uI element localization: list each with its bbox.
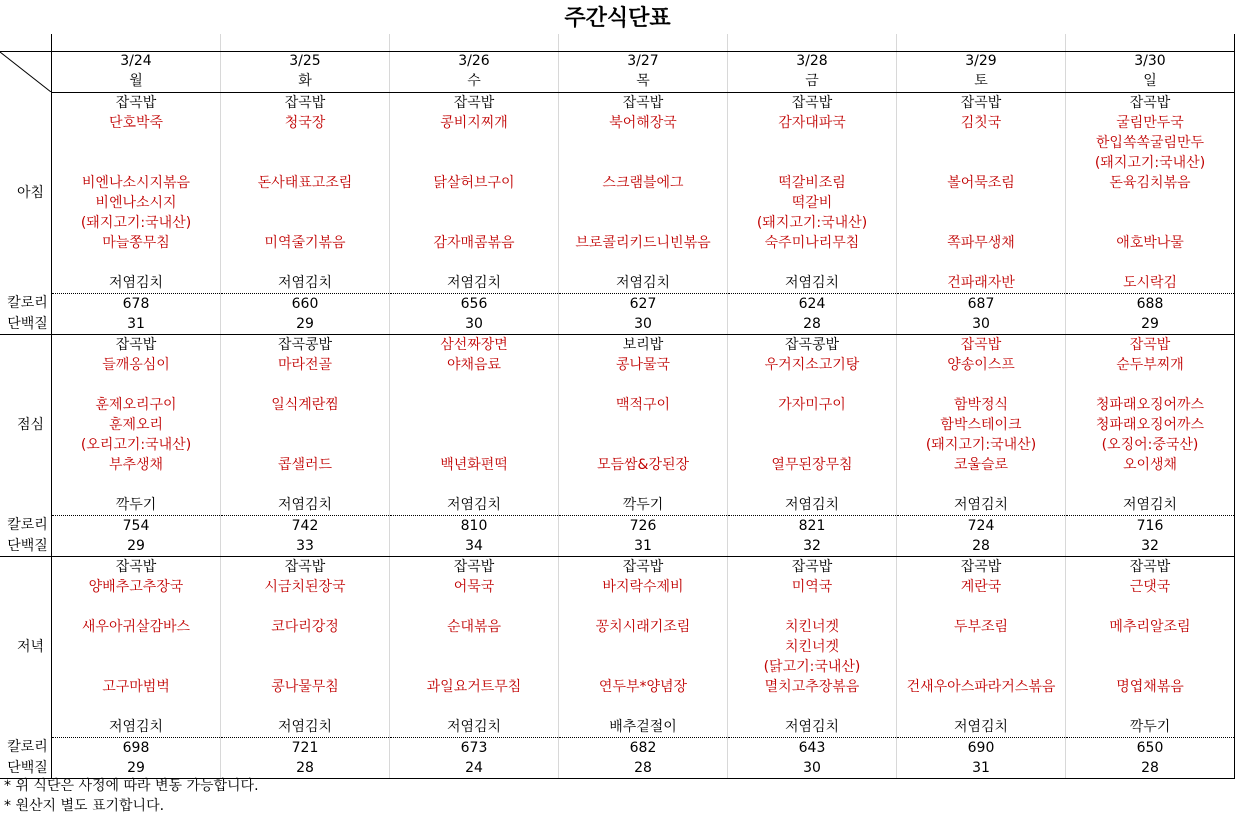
menu-item-cell: 열무된장무침	[728, 455, 897, 475]
date-header: 3/25	[221, 52, 390, 71]
menu-item-cell	[221, 597, 390, 617]
menu-item-cell	[221, 697, 390, 717]
menu-item-cell	[559, 213, 728, 233]
menu-item-cell: 잡곡밥	[897, 334, 1066, 355]
menu-item-cell: 잡곡밥	[728, 92, 897, 113]
calorie-value: 688	[1066, 293, 1235, 314]
menu-item-cell	[559, 637, 728, 657]
menu-item-cell	[897, 133, 1066, 153]
calorie-label: 칼로리	[0, 737, 52, 758]
footnote-change: * 위 식단은 사정에 따라 변동 가능합니다.	[4, 778, 259, 794]
menu-item-cell: 훈제오리	[52, 415, 221, 435]
menu-item-cell: 일식계란찜	[221, 395, 390, 415]
menu-item-cell	[559, 597, 728, 617]
menu-item-cell: 청파래오징어까스	[1066, 395, 1235, 415]
date-header: 3/24	[52, 52, 221, 71]
menu-item-cell	[897, 637, 1066, 657]
protein-value: 28	[559, 758, 728, 779]
menu-item-cell: 부추생채	[52, 455, 221, 475]
calorie-value: 682	[559, 737, 728, 758]
menu-item-cell	[559, 253, 728, 273]
menu-item-cell	[728, 475, 897, 495]
menu-item-cell	[728, 697, 897, 717]
calorie-value: 742	[221, 515, 390, 536]
menu-item-cell: 맥적구이	[559, 395, 728, 415]
menu-item-cell	[221, 637, 390, 657]
menu-item-cell	[1066, 657, 1235, 677]
date-header: 3/29	[897, 52, 1066, 71]
menu-item-cell: 순대볶음	[390, 617, 559, 637]
menu-item-cell: (돼지고기:국내산)	[728, 213, 897, 233]
menu-item-cell: 숙주미나리무침	[728, 233, 897, 253]
menu-item-cell: 오이생채	[1066, 455, 1235, 475]
protein-value: 28	[897, 536, 1066, 557]
menu-item-cell: 코울슬로	[897, 455, 1066, 475]
menu-item-cell	[221, 375, 390, 395]
menu-item-cell: 비엔나소시지볶음	[52, 173, 221, 193]
menu-item-cell: 바지락수제비	[559, 577, 728, 597]
menu-item-cell: 잡곡밥	[559, 92, 728, 113]
menu-item-cell: 감자대파국	[728, 113, 897, 133]
menu-item-cell: 치킨너겟	[728, 617, 897, 637]
menu-item-cell: 도시락김	[1066, 273, 1235, 294]
menu-item-cell	[897, 153, 1066, 173]
menu-item-cell	[390, 637, 559, 657]
menu-item-cell	[221, 213, 390, 233]
menu-item-cell: 청국장	[221, 113, 390, 133]
menu-item-cell	[897, 697, 1066, 717]
spacer-cell	[897, 34, 1066, 52]
menu-item-cell: 배추겉절이	[559, 717, 728, 738]
protein-value: 30	[390, 314, 559, 335]
protein-value: 28	[1066, 758, 1235, 779]
menu-item-cell: 모듬쌈&강된장	[559, 455, 728, 475]
menu-item-cell	[1066, 475, 1235, 495]
menu-item-cell: 우거지소고기탕	[728, 355, 897, 375]
calorie-value: 726	[559, 515, 728, 536]
menu-item-cell: 저염김치	[52, 273, 221, 294]
menu-item-cell: 저염김치	[390, 495, 559, 516]
menu-item-cell: (오리고기:국내산)	[52, 435, 221, 455]
calorie-value: 716	[1066, 515, 1235, 536]
menu-item-cell: 닭살허브구이	[390, 173, 559, 193]
menu-item-cell	[559, 435, 728, 455]
protein-value: 30	[728, 758, 897, 779]
menu-item-cell	[559, 697, 728, 717]
menu-item-cell: 잡곡밥	[728, 556, 897, 577]
menu-item-cell	[221, 193, 390, 213]
menu-item-cell: 저염김치	[897, 495, 1066, 516]
menu-item-cell	[52, 375, 221, 395]
protein-value: 30	[897, 314, 1066, 335]
menu-item-cell	[221, 435, 390, 455]
menu-item-cell	[390, 657, 559, 677]
protein-label: 단백질	[0, 314, 52, 335]
menu-item-cell	[52, 637, 221, 657]
calorie-value: 821	[728, 515, 897, 536]
menu-item-cell: 단호박죽	[52, 113, 221, 133]
menu-item-cell	[390, 213, 559, 233]
meal-label: 저녁	[0, 556, 52, 737]
menu-item-cell	[897, 657, 1066, 677]
menu-item-cell: 비엔나소시지	[52, 193, 221, 213]
calorie-label: 칼로리	[0, 293, 52, 314]
menu-item-cell: 야채음료	[390, 355, 559, 375]
calorie-value: 650	[1066, 737, 1235, 758]
menu-item-cell: 연두부*양념장	[559, 677, 728, 697]
menu-item-cell: 저염김치	[52, 717, 221, 738]
menu-item-cell: 저염김치	[728, 495, 897, 516]
menu-item-cell: 돈육김치볶음	[1066, 173, 1235, 193]
menu-item-cell: 저염김치	[221, 273, 390, 294]
calorie-value: 810	[390, 515, 559, 536]
menu-item-cell	[1066, 697, 1235, 717]
menu-item-cell	[52, 597, 221, 617]
menu-item-cell: 저염김치	[897, 717, 1066, 738]
menu-item-cell: 시금치된장국	[221, 577, 390, 597]
menu-item-cell: 저염김치	[559, 273, 728, 294]
menu-item-cell: (돼지고기:국내산)	[52, 213, 221, 233]
menu-item-cell: 잡곡밥	[1066, 334, 1235, 355]
menu-item-cell	[897, 193, 1066, 213]
menu-item-cell: 애호박나물	[1066, 233, 1235, 253]
menu-item-cell	[559, 657, 728, 677]
spacer-cell	[221, 34, 390, 52]
menu-item-cell: 북어해장국	[559, 113, 728, 133]
date-header: 3/26	[390, 52, 559, 71]
menu-item-cell: 콩비지찌개	[390, 113, 559, 133]
menu-item-cell: 떡갈비조림	[728, 173, 897, 193]
diagonal-line	[0, 52, 51, 92]
menu-item-cell: 저염김치	[390, 717, 559, 738]
header-corner-cell	[0, 52, 52, 93]
footnotes	[4, 776, 259, 816]
menu-item-cell: (돼지고기:국내산)	[1066, 153, 1235, 173]
menu-item-cell: 건새우아스파라거스볶음	[897, 677, 1066, 697]
menu-item-cell: 두부조림	[897, 617, 1066, 637]
calorie-value: 673	[390, 737, 559, 758]
menu-item-cell: 어묵국	[390, 577, 559, 597]
calorie-value: 724	[897, 515, 1066, 536]
menu-item-cell	[559, 415, 728, 435]
menu-item-cell: 미역줄기볶음	[221, 233, 390, 253]
menu-item-cell: 잡곡밥	[1066, 92, 1235, 113]
menu-item-cell	[390, 375, 559, 395]
menu-item-cell	[559, 375, 728, 395]
menu-item-cell: 들깨옹심이	[52, 355, 221, 375]
footnote-origin: * 원산지 별도 표기합니다.	[4, 798, 165, 814]
menu-item-cell: 순두부찌개	[1066, 355, 1235, 375]
menu-item-cell	[897, 597, 1066, 617]
menu-item-cell	[390, 253, 559, 273]
menu-item-cell: 깍두기	[52, 495, 221, 516]
menu-item-cell: 계란국	[897, 577, 1066, 597]
date-header: 3/30	[1066, 52, 1235, 71]
menu-item-cell	[897, 213, 1066, 233]
menu-item-cell: 김칫국	[897, 113, 1066, 133]
menu-item-cell: 양송이스프	[897, 355, 1066, 375]
menu-item-cell: 감자매콤볶음	[390, 233, 559, 253]
weekday-header: 금	[728, 71, 897, 92]
menu-item-cell: 한입쏙쏙굴림만두	[1066, 133, 1235, 153]
spacer-cell	[52, 34, 221, 52]
menu-item-cell: 잡곡콩밥	[221, 334, 390, 355]
menu-item-cell: (닭고기:국내산)	[728, 657, 897, 677]
weekday-header: 수	[390, 71, 559, 92]
spacer-cell	[559, 34, 728, 52]
protein-value: 32	[1066, 536, 1235, 557]
menu-item-cell: 잡곡밥	[221, 92, 390, 113]
menu-table	[0, 34, 1235, 779]
menu-item-cell: 가자미구이	[728, 395, 897, 415]
menu-item-cell: 잡곡밥	[221, 556, 390, 577]
meal-label: 점심	[0, 334, 52, 515]
menu-item-cell: 명엽채볶음	[1066, 677, 1235, 697]
menu-item-cell: 깍두기	[559, 495, 728, 516]
menu-item-cell: 훈제오리구이	[52, 395, 221, 415]
menu-item-cell: 잡곡밥	[390, 92, 559, 113]
menu-item-cell	[221, 415, 390, 435]
menu-item-cell	[728, 415, 897, 435]
menu-item-cell	[559, 133, 728, 153]
menu-item-cell	[221, 153, 390, 173]
weekday-header: 화	[221, 71, 390, 92]
menu-item-cell: 고구마범벅	[52, 677, 221, 697]
menu-item-cell: 치킨너겟	[728, 637, 897, 657]
weekday-header: 일	[1066, 71, 1235, 92]
menu-item-cell: 잡곡밥	[897, 92, 1066, 113]
calorie-value: 698	[52, 737, 221, 758]
menu-item-cell: 콩나물무침	[221, 677, 390, 697]
menu-item-cell: 함박정식	[897, 395, 1066, 415]
spacer-cell	[390, 34, 559, 52]
menu-item-cell: 잡곡밥	[52, 556, 221, 577]
menu-item-cell	[559, 475, 728, 495]
menu-item-cell	[728, 133, 897, 153]
menu-item-cell	[221, 253, 390, 273]
protein-value: 34	[390, 536, 559, 557]
calorie-value: 656	[390, 293, 559, 314]
menu-item-cell	[1066, 597, 1235, 617]
menu-item-cell	[559, 153, 728, 173]
menu-item-cell: 잡곡밥	[897, 556, 1066, 577]
menu-item-cell: 근댓국	[1066, 577, 1235, 597]
weekday-header: 월	[52, 71, 221, 92]
menu-item-cell	[728, 153, 897, 173]
date-header: 3/28	[728, 52, 897, 71]
menu-item-cell: 콩나물국	[559, 355, 728, 375]
menu-item-cell: 저염김치	[1066, 495, 1235, 516]
menu-item-cell: 저염김치	[221, 495, 390, 516]
protein-value: 31	[52, 314, 221, 335]
menu-item-cell: 백년화편떡	[390, 455, 559, 475]
menu-item-cell: (오징어:중국산)	[1066, 435, 1235, 455]
menu-item-cell	[52, 697, 221, 717]
menu-item-cell: 저염김치	[728, 273, 897, 294]
menu-item-cell: 저염김치	[221, 717, 390, 738]
menu-item-cell	[1066, 213, 1235, 233]
menu-item-cell: 떡갈비	[728, 193, 897, 213]
calorie-value: 678	[52, 293, 221, 314]
menu-item-cell: 마라전골	[221, 355, 390, 375]
menu-item-cell: 잡곡밥	[390, 556, 559, 577]
menu-item-cell: 굴림만두국	[1066, 113, 1235, 133]
protein-value: 31	[559, 536, 728, 557]
menu-item-cell: 볼어묵조림	[897, 173, 1066, 193]
spacer-cell	[1066, 34, 1235, 52]
protein-label: 단백질	[0, 758, 52, 779]
menu-item-cell: 함박스테이크	[897, 415, 1066, 435]
menu-item-cell: (돼지고기:국내산)	[897, 435, 1066, 455]
menu-item-cell: 마늘쫑무침	[52, 233, 221, 253]
protein-label: 단백질	[0, 536, 52, 557]
menu-item-cell: 삼선짜장면	[390, 334, 559, 355]
menu-item-cell: 잡곡밥	[1066, 556, 1235, 577]
calorie-value: 754	[52, 515, 221, 536]
weekday-header: 토	[897, 71, 1066, 92]
menu-item-cell	[728, 597, 897, 617]
menu-item-cell	[1066, 375, 1235, 395]
menu-item-cell: 새우아귀살감바스	[52, 617, 221, 637]
meal-label: 아침	[0, 92, 52, 293]
menu-item-cell: 과일요거트무침	[390, 677, 559, 697]
protein-value: 29	[221, 314, 390, 335]
menu-item-cell	[52, 475, 221, 495]
menu-item-cell	[897, 253, 1066, 273]
menu-item-cell: 코다리강정	[221, 617, 390, 637]
menu-item-cell	[390, 475, 559, 495]
menu-item-cell: 보리밥	[559, 334, 728, 355]
menu-item-cell	[1066, 253, 1235, 273]
menu-item-cell	[390, 597, 559, 617]
menu-item-cell	[390, 415, 559, 435]
menu-item-cell: 멸치고추장볶음	[728, 677, 897, 697]
protein-value: 33	[221, 536, 390, 557]
menu-item-cell: 콥샐러드	[221, 455, 390, 475]
weekday-header: 목	[559, 71, 728, 92]
calorie-value: 643	[728, 737, 897, 758]
menu-item-cell	[728, 253, 897, 273]
menu-item-cell	[559, 193, 728, 213]
calorie-value: 687	[897, 293, 1066, 314]
menu-item-cell	[52, 657, 221, 677]
menu-item-cell: 양배추고추장국	[52, 577, 221, 597]
spacer-cell	[728, 34, 897, 52]
menu-item-cell	[221, 657, 390, 677]
menu-item-cell: 잡곡밥	[52, 92, 221, 113]
calorie-label: 칼로리	[0, 515, 52, 536]
protein-value: 29	[52, 758, 221, 779]
protein-value: 30	[559, 314, 728, 335]
protein-value: 28	[221, 758, 390, 779]
menu-item-cell: 저염김치	[728, 717, 897, 738]
calorie-value: 627	[559, 293, 728, 314]
calorie-value: 721	[221, 737, 390, 758]
menu-item-cell: 건파래자반	[897, 273, 1066, 294]
spacer-cell	[0, 34, 52, 52]
date-header: 3/27	[559, 52, 728, 71]
menu-item-cell: 저염김치	[390, 273, 559, 294]
calorie-value: 660	[221, 293, 390, 314]
menu-item-cell: 브로콜리키드니빈볶음	[559, 233, 728, 253]
menu-item-cell	[390, 133, 559, 153]
menu-item-cell	[728, 435, 897, 455]
page-title: 주간식단표	[564, 6, 671, 31]
menu-item-cell	[897, 475, 1066, 495]
menu-item-cell: 꽁치시래기조림	[559, 617, 728, 637]
menu-item-cell	[390, 435, 559, 455]
menu-item-cell: 깍두기	[1066, 717, 1235, 738]
menu-item-cell	[390, 395, 559, 415]
protein-value: 29	[1066, 314, 1235, 335]
menu-item-cell: 쪽파무생채	[897, 233, 1066, 253]
protein-value: 28	[728, 314, 897, 335]
menu-item-cell: 메추리알조림	[1066, 617, 1235, 637]
calorie-value: 690	[897, 737, 1066, 758]
calorie-value: 624	[728, 293, 897, 314]
menu-item-cell	[52, 133, 221, 153]
menu-item-cell: 스크램블에그	[559, 173, 728, 193]
menu-item-cell: 잡곡밥	[52, 334, 221, 355]
menu-item-cell: 잡곡콩밥	[728, 334, 897, 355]
menu-item-cell	[221, 475, 390, 495]
menu-item-cell: 잡곡밥	[559, 556, 728, 577]
menu-item-cell	[390, 193, 559, 213]
menu-item-cell	[1066, 193, 1235, 213]
menu-item-cell: 돈사태표고조림	[221, 173, 390, 193]
menu-item-cell	[728, 375, 897, 395]
menu-item-cell	[52, 153, 221, 173]
protein-value: 31	[897, 758, 1066, 779]
menu-item-cell	[52, 253, 221, 273]
menu-item-cell	[390, 153, 559, 173]
menu-item-cell: 미역국	[728, 577, 897, 597]
menu-item-cell	[897, 375, 1066, 395]
menu-item-cell: 청파래오징어까스	[1066, 415, 1235, 435]
menu-item-cell	[1066, 637, 1235, 657]
menu-item-cell	[390, 697, 559, 717]
protein-value: 24	[390, 758, 559, 779]
protein-value: 29	[52, 536, 221, 557]
protein-value: 32	[728, 536, 897, 557]
menu-item-cell	[221, 133, 390, 153]
